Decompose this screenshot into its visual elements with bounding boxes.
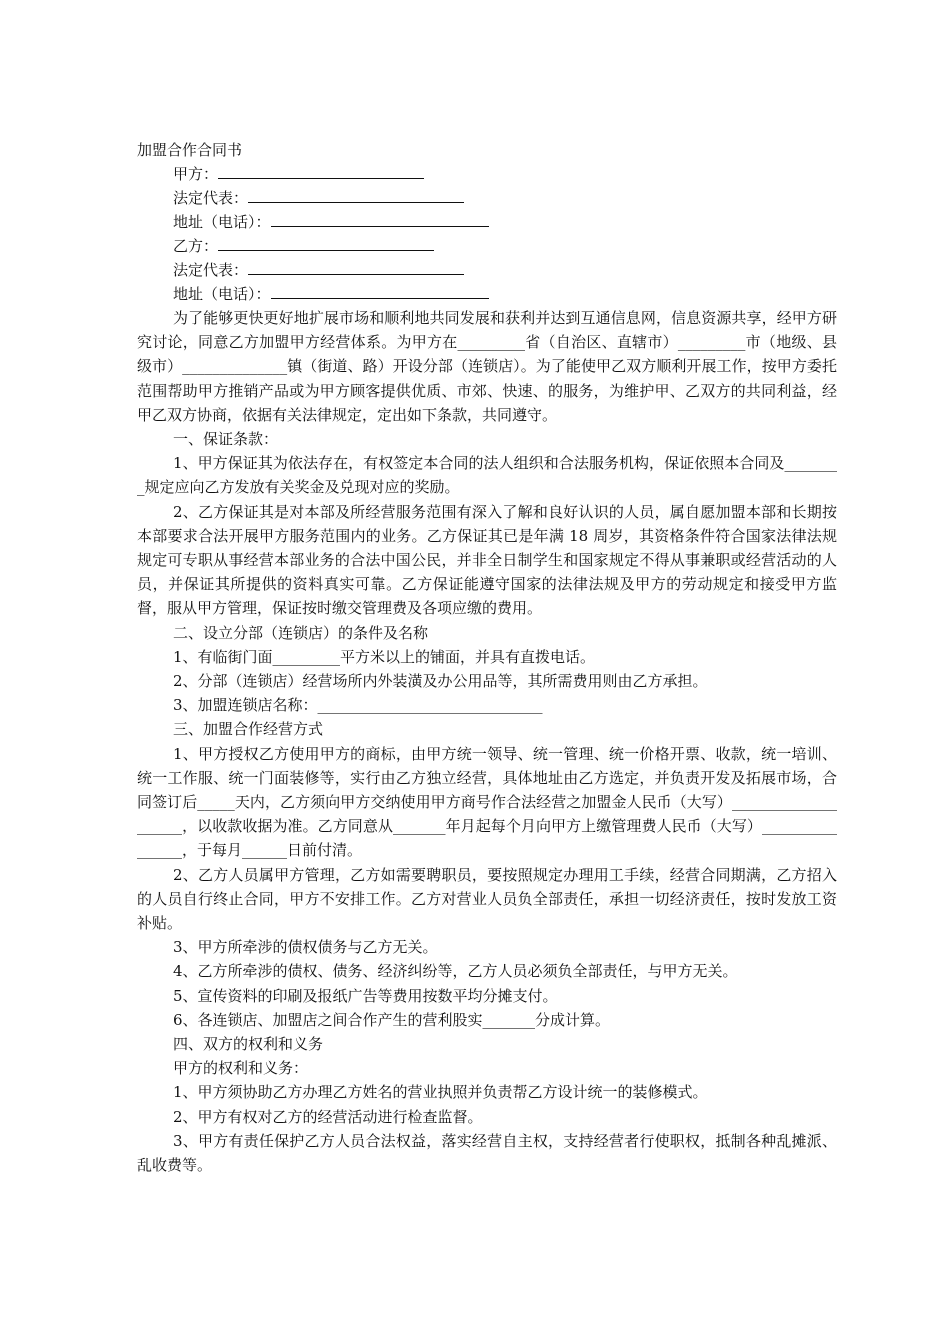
clause-2-1: 1、有临街门面_________平方米以上的铺面，并具有直拨电话。 bbox=[173, 647, 596, 666]
clause-4-3: 3、甲方有责任保护乙方人员合法权益，落实经营自主权，支持经营者行使职权，抵制各种乱摊派、乱收费等。 bbox=[137, 1131, 837, 1174]
party-a-rights-heading: 甲方的权利和义务： bbox=[173, 1059, 309, 1078]
blank-line bbox=[218, 164, 424, 179]
clause-1-2: 2、乙方保证其是对本部及所经营服务范围有深入了解和良好认识的人员，属自愿加盟本部和长期按本部要求合法开展甲方服务范围内的业务。乙方保证其已是年满 18 周岁，其资格条件符合国家法律法规规定可专职从事经营本部业务的合法中国公民，并非全日制学生和国家规定不得从事兼职或经营活动的人员，并保证其所提供的资料真实可靠。乙方保证能遵守国家的法律法规及甲方的劳动规定和接受甲方监督，服从甲方管理，保证按时缴交管理费及各项应缴的费用。 bbox=[137, 502, 837, 618]
clause-3-4: 4、乙方所牵涉的债权、债务、经济纠纷等，乙方人员必须负全部责任，与甲方无关。 bbox=[173, 962, 738, 981]
party-a-representative-field bbox=[137, 186, 837, 210]
field-label: 法定代表： bbox=[173, 189, 249, 207]
clause-2-3: 3、加盟连锁店名称：______________________________ bbox=[173, 696, 543, 715]
clause-3-3: 3、甲方所牵涉的债权债务与乙方无关。 bbox=[173, 938, 438, 957]
intro-paragraph: 为了能够更快更好地扩展市场和顺利地共同发展和获利并达到互通信息网，信息资源共享，经甲方研究讨论，同意乙方加盟甲方经营体系。为甲方在_________省（自治区、直辖市）_________市（地级、县级市）______________镇（街道、路）开设分部（连锁店）。为了能使甲乙双方顺利开展工作，按甲方委托范围帮助甲方推销产品或为甲方顾客提供优质、市郊、快速、的服务，为维护甲、乙双方的共同利益，经甲乙双方协商，依据有关法律规定，定出如下条款，共同遵守。 bbox=[137, 309, 837, 424]
field-label: 甲方： bbox=[173, 165, 219, 183]
party-a-address-field bbox=[137, 210, 837, 234]
clause-3-1: 1、甲方授权乙方使用甲方的商标，由甲方统一领导、统一管理、统一价格开票、收款，统一培训、统一工作服、统一门面装修等，实行由乙方独立经营，具体地址由乙方选定，并负责开发及拓展市场，合同签订后_____天内，乙方须向甲方交纳使用甲方商号作合法经营之加盟金人民币（大写）____________________，以收款收据为准。乙方同意从_______年月起每个月向甲方上缴管理费人民币（大写）________________，于每月______日前付清。 bbox=[137, 744, 837, 860]
field-label: 乙方： bbox=[173, 237, 219, 255]
blank-line bbox=[271, 212, 489, 227]
clause-4-2: 2、甲方有权对乙方的经营活动进行检查监督。 bbox=[173, 1107, 483, 1126]
section-2-heading: 二、设立分部（连锁店）的条件及名称 bbox=[173, 623, 429, 642]
party-b-field bbox=[137, 234, 837, 258]
section-4-heading: 四、双方的权利和义务 bbox=[173, 1034, 324, 1053]
blank-line bbox=[271, 284, 489, 299]
clause-3-5: 5、宣传资料的印刷及报纸广告等费用按数平均分摊支付。 bbox=[173, 986, 558, 1005]
party-b-address-field bbox=[137, 282, 837, 306]
clause-1-1: 1、甲方保证其为依法存在，有权签定本合同的法人组织和合法服务机构，保证依照本合同及________规定应向乙方发放有关奖金及兑现对应的奖励。 bbox=[137, 454, 837, 497]
blank-line bbox=[218, 236, 434, 251]
contract-document bbox=[137, 138, 837, 1177]
section-3-heading: 三、加盟合作经营方式 bbox=[173, 720, 324, 739]
field-label: 法定代表： bbox=[173, 261, 249, 279]
party-a-field bbox=[137, 162, 837, 186]
field-label: 地址（电话）： bbox=[173, 213, 271, 231]
document-title: 加盟合作合同书 bbox=[137, 141, 243, 159]
party-b-representative-field bbox=[137, 258, 837, 282]
clause-4-1: 1、甲方须协助乙方办理乙方姓名的营业执照并负责帮乙方设计统一的装修模式。 bbox=[173, 1083, 708, 1102]
clause-3-2: 2、乙方人员属甲方管理，乙方如需要聘职员，要按照规定办理用工手续，经营合同期满，乙方招入的人员自行终止合同，甲方不安排工作。乙方对营业人员负全部责任，承担一切经济责任，按时发放工资补贴。 bbox=[137, 865, 837, 932]
clause-2-2: 2、分部（连锁店）经营场所内外装潢及办公用品等，其所需费用则由乙方承担。 bbox=[173, 672, 708, 690]
blank-line bbox=[248, 260, 464, 275]
blank-line bbox=[248, 188, 464, 203]
field-label: 地址（电话）： bbox=[173, 285, 271, 303]
section-1-heading: 一、保证条款： bbox=[173, 430, 279, 449]
clause-3-6: 6、各连锁店、加盟店之间合作产生的营利股实_______分成计算。 bbox=[173, 1010, 611, 1029]
